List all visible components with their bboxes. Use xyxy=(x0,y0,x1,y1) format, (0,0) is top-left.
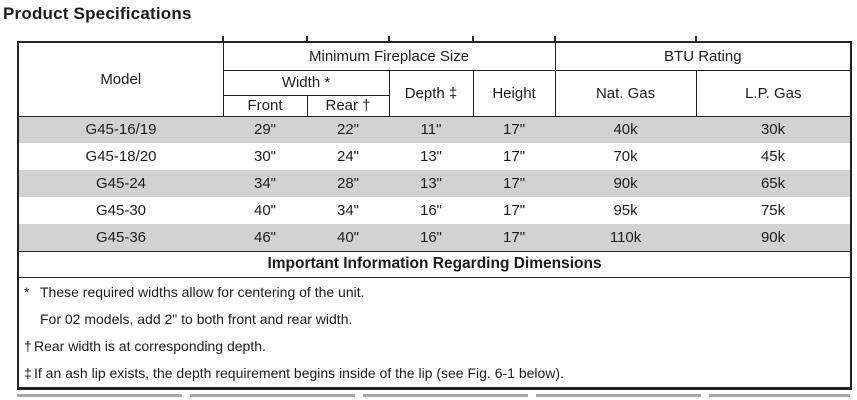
rear-width-cell: 24" xyxy=(336,148,359,165)
col-header-height: Height xyxy=(473,70,555,116)
col-header-width: Width * xyxy=(223,70,389,95)
height-cell: 17" xyxy=(473,170,555,197)
model-cell: G45-24 xyxy=(18,170,223,197)
footnote-text: These required widths allow for centering of the unit. xyxy=(40,283,365,300)
footnote-text: Rear width is at corresponding depth. xyxy=(34,337,266,354)
header-row-groups xyxy=(18,42,851,70)
lp-gas-cell: 45k xyxy=(760,148,786,165)
page-title: Product Specifications xyxy=(3,4,192,23)
model-cell: G45-18/20 xyxy=(85,148,157,165)
front-width-cell: 40" xyxy=(253,202,276,219)
table-row xyxy=(18,197,851,224)
footnote-02-models xyxy=(24,306,846,333)
col-group-min-fireplace-size: Minimum Fireplace Size xyxy=(223,42,555,70)
footnotes-cell xyxy=(18,277,851,388)
height-cell: 17" xyxy=(473,116,555,143)
footnote-text: If an ash lip exists, the depth requirement begins inside of the lip (see Fig. 6-1 below). xyxy=(34,364,564,381)
table-row xyxy=(18,143,851,170)
table-row xyxy=(18,224,851,251)
rear-width-cell: 22" xyxy=(307,116,389,143)
col-header-front: Front xyxy=(223,95,307,116)
col-group-btu-rating: BTU Rating xyxy=(555,42,851,70)
lp-gas-cell: 75k xyxy=(760,202,786,219)
height-cell: 17" xyxy=(503,148,526,165)
model-cell: G45-30 xyxy=(95,202,147,219)
front-width-cell: 29" xyxy=(223,116,307,143)
product-spec-table xyxy=(17,41,852,390)
model-cell: G45-16/19 xyxy=(18,116,223,143)
col-header-nat-gas: Nat. Gas xyxy=(555,70,696,116)
footnote-rear-width xyxy=(24,333,846,360)
depth-cell: 13" xyxy=(419,148,442,165)
nat-gas-cell: 40k xyxy=(555,116,696,143)
front-width-cell: 34" xyxy=(223,170,307,197)
table-row xyxy=(18,170,851,197)
rear-width-cell: 40" xyxy=(307,224,389,251)
depth-cell: 16" xyxy=(419,202,442,219)
lp-gas-cell: 90k xyxy=(696,224,851,251)
height-cell: 17" xyxy=(503,202,526,219)
depth-cell: 16" xyxy=(389,224,473,251)
important-info-row xyxy=(18,251,851,277)
col-header-depth: Depth ‡ xyxy=(389,70,473,116)
asterisk-symbol: * xyxy=(24,283,30,300)
nat-gas-cell: 90k xyxy=(555,170,696,197)
dagger-symbol: † xyxy=(24,337,32,354)
front-width-cell: 30" xyxy=(253,148,276,165)
footnote-text: For 02 models, add 2" to both front and rear width. xyxy=(40,310,353,327)
double-dagger-symbol: ‡ xyxy=(24,364,32,381)
front-width-cell: 46" xyxy=(223,224,307,251)
footnote-width-centering xyxy=(24,279,846,306)
rear-width-cell: 34" xyxy=(336,202,359,219)
col-header-lp-gas: L.P. Gas xyxy=(696,70,851,116)
next-table-edge-artifact xyxy=(17,394,850,397)
nat-gas-cell: 110k xyxy=(555,224,696,251)
model-cell: G45-36 xyxy=(18,224,223,251)
depth-cell: 11" xyxy=(389,116,473,143)
table-row xyxy=(18,116,851,143)
nat-gas-cell: 95k xyxy=(613,202,638,219)
lp-gas-cell: 30k xyxy=(696,116,851,143)
nat-gas-cell: 70k xyxy=(613,148,638,165)
important-info-header: Important Information Regarding Dimensions xyxy=(18,251,851,277)
height-cell: 17" xyxy=(473,224,555,251)
col-header-rear: Rear † xyxy=(307,95,389,116)
lp-gas-cell: 65k xyxy=(696,170,851,197)
depth-cell: 13" xyxy=(389,170,473,197)
rear-width-cell: 28" xyxy=(307,170,389,197)
footnote-ash-lip xyxy=(24,360,846,387)
footnotes-row xyxy=(18,277,851,388)
col-header-model: Model xyxy=(18,42,223,116)
